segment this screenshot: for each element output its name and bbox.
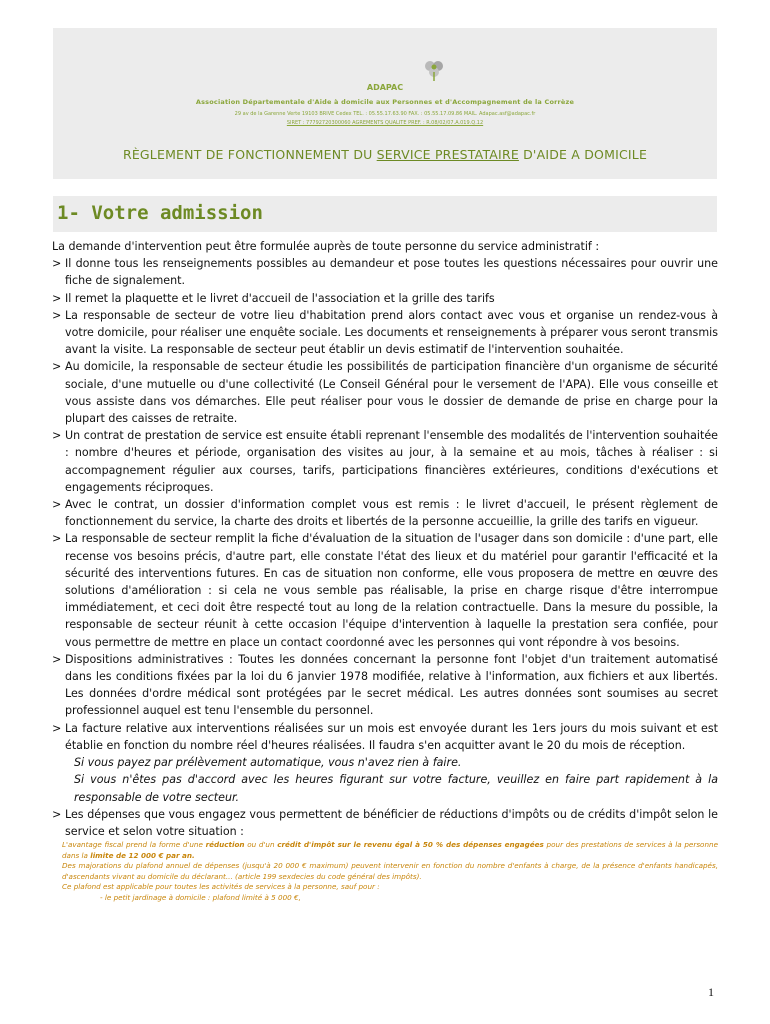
document-body	[52, 238, 718, 904]
list-item: > Avec le contrat, un dossier d'information complet vous est remis : le livret d'accueil, le présent règlement de fonctionnement du service, la charte des droits et libertés de la personne accueillie, la grille des tarifs en vigueur.	[52, 498, 718, 529]
document-title-box	[53, 129, 717, 179]
page-number: 1	[708, 985, 714, 999]
list-item: > Au domicile, la responsable de secteur étudie les possibilités de participation financière d'un organisme de sécurité sociale, d'une mutuelle ou d'une collectivité (Le Conseil Général pour le versement de l'APA). Elle vous conseille et vous assiste dans vos démarches. Elle peut réaliser pour vous le dossier de demande de prise en charge pour la plupart des caisses de retraite.	[52, 360, 718, 426]
list-item: > Il donne tous les renseignements possibles au demandeur et pose toutes les questions nécessaires pour ouvrir une fiche de signalement.	[52, 257, 718, 288]
letterhead	[53, 28, 717, 130]
org-siret: SIRET : 77792720300060 AGREMENTS QUALITE PREF. : R.08/02/07.A.019.Q.12	[286, 120, 484, 126]
list-item: > La responsable de secteur de votre lieu d'habitation prend alors contact avec vous et organise un rendez-vous à votre domicile, pour réaliser une enquête sociale. Les documents et renseignements à préparer vous seront transmis avant la visite. La responsable de secteur peut établir un devis estimatif de l'intervention souhaitée.	[52, 308, 718, 357]
intro-paragraph: La demande d'intervention peut être formulée auprès de toute personne du service administratif :	[52, 240, 600, 253]
section-heading-box	[53, 196, 717, 232]
list-item: > Un contrat de prestation de service est ensuite établi reprenant l'ensemble des modalités de l'intervention souhaitée : nombre d'heures et période, organisation des visites au jour, à la semaine et au mois, tâches à réaliser : si accompagnement régulier aux courses, tarifs, participations financières extérieures, conditions d'exécutions et engagements réciproques.	[52, 429, 718, 494]
org-address: 29 av de la Garenne Verte 19103 BRIVE Cedex TEL. : 05.55.17.63.90 FAX. : 05.55.17.09.86 MAIL. Adapac.asf@adapac.fr	[234, 111, 536, 117]
list-item: > Il remet la plaquette et le livret d'accueil de l'association et la grille des tarifs	[52, 291, 495, 305]
list-item: > La responsable de secteur remplit la fiche d'évaluation de la situation de l'usager dans son domicile : d'une part, elle recense vos besoins précis, d'autre part, elle constate l'état des lieux et du matériel pour garantir l'efficacité et la sécurité des interventions futures. En cas de situation non conforme, elle vous proposera de mettre en œuvre des solutions d'amélioration : si cela ne vous semble pas réalisable, la prise en charge risque d'être interrompue immédiatement, et ceci doit être respecté tout au long de la relation contractuelle. Dans la mesure du possible, la responsable de secteur réunit à cette occasion l'équipe d'intervention à laquelle la prestation sera confiée, pour vous permettre de mettre en place un contact coordonné avec les personnes qui vont répondre à vos besoins.	[52, 532, 718, 649]
tax-footnote: L'avantage fiscal prend la forme d'une réduction ou d'un crédit d'impôt sur le revenu égal à 50 % des dépenses engagées pour des prestations de services à la personne dans la limite de 12 000 € par an.	[62, 840, 718, 860]
list-item: > Les dépenses que vous engagez vous permettent de bénéficier de réductions d'impôts ou de crédits d'impôt selon le service et selon votre situation :	[52, 807, 718, 838]
section-title: 1- Votre admission	[57, 202, 263, 224]
tax-footnote-plafond: Ce plafond est applicable pour toutes les activités de services à la personne, sauf pour :	[62, 882, 380, 892]
list-item: > Dispositions administratives : Toutes les données concernant la personne font l'objet d'un traitement automatisé dans les conditions fixées par la loi du 6 janvier 1978 modifiée, relative à l'information, aux fichiers et aux libertés. Les données d'ordre médical sont protégées par le secret médical. Les autres données sont soumises au secret professionnel auquel est tenu l'ensemble du personnel.	[52, 652, 718, 718]
tax-footnote-jardinage: - le petit jardinage à domicile : plafond limité à 5 000 €,	[100, 893, 301, 903]
list-item: > La facture relative aux interventions réalisées sur un mois est envoyée durant les 1ers jours du mois suivant et est établie en fonction du nombre réel d'heures réalisées. Il faudra s'en acquitter avant le 20 du mois de réception.	[52, 721, 718, 752]
flower-logo-icon	[421, 58, 447, 82]
org-full-name: Association Départementale d'Aide à domicile aux Personnes et d'Accompagnement de la Corrèze	[195, 98, 575, 106]
tax-footnote-majorations: Des majorations du plafond annuel de dépenses (jusqu'à 20 000 € maximum) peuvent intervenir en fonction du nombre d'enfants à charge, de la présence d'enfants handicapés, d'ascendants vivant au domicile du déclarant... (article 199 sexdecies du code général des impôts).	[62, 861, 718, 881]
org-short-name: ADAPAC	[366, 83, 404, 92]
dispute-note: Si vous n'êtes pas d'accord avec les heures figurant sur votre facture, veuillez en faire part rapidement à la responsable de votre secteur.	[74, 773, 718, 804]
document-title: RÈGLEMENT DE FONCTIONNEMENT DU SERVICE PRESTATAIRE D'AIDE A DOMICILE	[122, 146, 648, 162]
payment-note: Si vous payez par prélèvement automatique, vous n'avez rien à faire.	[74, 756, 462, 770]
